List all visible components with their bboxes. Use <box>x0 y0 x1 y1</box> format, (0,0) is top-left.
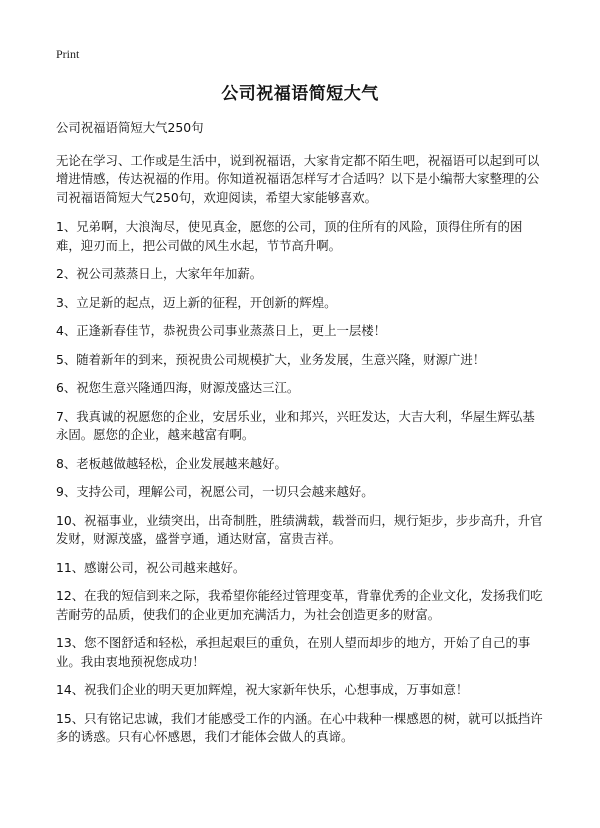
blessing-item: 15、只有铭记忠诚，我们才能感受工作的内涵。在心中栽种一棵感恩的树，就可以抵挡许多的诱惑。只有心怀感恩，我们才能体会做人的真谛。 <box>56 710 543 744</box>
blessing-item: 3、立足新的起点，迈上新的征程，开创新的辉煌。 <box>56 294 337 310</box>
intro-paragraph: 无论在学习、工作或是生活中，说到祝福语，大家肯定都不陌生吧，祝福语可以起到可以增进情感，传达祝福的作用。你知道祝福语怎样写才合适吗？以下是小编帮大家整理的公司祝福语简短大气250句，欢迎阅读，希望大家能够喜欢。 <box>56 152 540 205</box>
blessing-item: 2、祝公司蒸蒸日上，大家年年加薪。 <box>56 266 263 281</box>
blessing-item: 7、我真诚的祝愿您的企业，安居乐业，业和邦兴，兴旺发达，大吉大利，华屋生辉弘基永固。愿您的企业，越来越富有啊。 <box>56 408 535 442</box>
blessing-item: 1、兄弟啊，大浪淘尽，使见真金，愿您的公司，顶的住所有的风险，顶得住所有的困难，迎刃而上，把公司做的风生水起，节节高升啊。 <box>56 219 523 253</box>
blessing-item: 9、支持公司，理解公司，祝愿公司，一切只会越来越好。 <box>56 484 374 499</box>
blessing-item: 5、随着新年的到来，预祝贵公司规模扩大，业务发展，生意兴隆，财源广进！ <box>56 351 486 367</box>
article-body <box>56 119 544 757</box>
blessing-item: 8、老板越做越轻松，企业发展越来越好。 <box>56 455 287 471</box>
article-subtitle: 公司祝福语简短大气250句 <box>56 120 204 135</box>
print-link[interactable]: Print <box>56 47 80 61</box>
blessing-item: 10、祝福事业，业绩突出，出奇制胜，胜绩满载，载誉而归，规行矩步，步步高升，升官发财，财源茂盛，盛誉亨通，通达财富，富贵吉祥。 <box>56 512 543 546</box>
blessing-item: 13、您不图舒适和轻松，承担起艰巨的重负，在别人望而却步的地方，开始了自己的事业。我由衷地预祝您成功！ <box>56 635 531 669</box>
blessing-item: 6、祝您生意兴隆通四海，财源茂盛达三江。 <box>56 380 300 395</box>
blessing-item: 14、祝我们企业的明天更加辉煌，祝大家新年快乐，心想事成，万事如意！ <box>56 682 469 697</box>
blessing-item: 4、正逢新春佳节，恭祝贵公司事业蒸蒸日上，更上一层楼！ <box>56 323 387 338</box>
blessing-item: 12、在我的短信到来之际，我希望你能经过管理变革，背靠优秀的企业文化，发扬我们吃苦耐劳的品质，使我们的企业更加充满活力，为社会创造更多的财富。 <box>56 588 543 622</box>
blessing-item: 11、感谢公司，祝公司越来越好。 <box>56 559 246 575</box>
page-title: 公司祝福语简短大气 <box>221 84 379 104</box>
